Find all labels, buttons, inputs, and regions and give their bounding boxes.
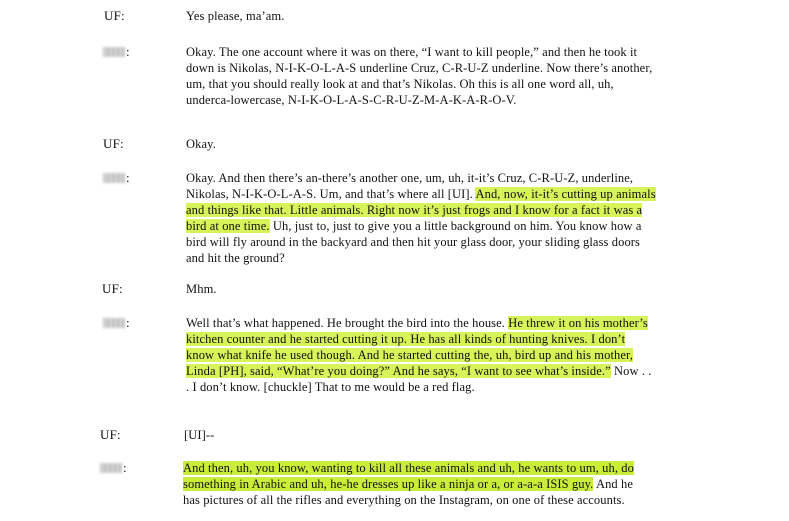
speaker-colon: : [126, 170, 130, 185]
speaker-colon: : [123, 460, 127, 475]
speaker-label: UF: [103, 136, 124, 151]
dialogue-text [186, 170, 656, 266]
speaker-label: UF: [100, 427, 121, 442]
dialogue-segment: Now . . . I don’t know. [chuckle] That to me would be a red flag. [186, 364, 652, 394]
speaker-label: UF: [102, 281, 123, 296]
dialogue-text [186, 8, 656, 24]
highlighted-segment: And, now, it-it’s cutting up animals and things like that. Little animals. Right now it’s just frogs and I know for a fact it was a bird at one time. [186, 187, 656, 233]
dialogue-segment: Uh, just to, just to give you a little background on him. You know how a bird will fly around in the backyard and then hit your glass door, your sliding glass doors and hit the ground? [186, 219, 642, 265]
dialogue-segment: Okay. And then there’s an-there’s another one, um, uh, it-it’s Cruz, C-R-U-Z, underline, Nikolas, N-I-K-O-L-A-S. Um, and that’s where all [UI]. [186, 171, 634, 201]
dialogue-segment: And he has pictures of all the rifles and everything on the Instagram, on one of these accounts. [183, 477, 633, 507]
redacted-speaker-label [100, 463, 122, 473]
redacted-speaker-label [103, 47, 125, 57]
dialogue-segment: Yes please, ma’am. [186, 9, 285, 23]
dialogue-segment: Okay. [186, 137, 216, 151]
speaker-colon: : [126, 44, 130, 59]
dialogue-text [184, 427, 654, 443]
dialogue-text [186, 281, 656, 297]
dialogue-segment: Okay. The one account where it was on there, “I want to kill people,” and then he took it down is Nikolas, N-I-K-O-L-A-S underline Cruz, C-R-U-Z underline. Now there’s another, um, that you should really look at and that’s Nikolas. Oh this is all one word all, uh, underca-lowercase, N-I-K-O-L-A-S-C-R-U-Z-M-A-K-A-R-O-V. [186, 45, 653, 107]
dialogue-segment: Well that’s what happened. He brought the bird into the house. [186, 316, 509, 330]
speaker-colon: : [126, 315, 130, 330]
highlighted-segment: And then, uh, you know, wanting to kill all these animals and uh, he wants to um, uh, do something in Arabic and uh, he-he dresses up like a ninja or a, or a-a-a ISIS guy. [183, 461, 634, 491]
dialogue-segment: Mhm. [186, 282, 217, 296]
dialogue-text [186, 315, 656, 395]
dialogue-text [186, 136, 656, 152]
redacted-speaker-label [103, 318, 125, 328]
dialogue-text [186, 44, 656, 108]
redacted-speaker-label [103, 173, 125, 183]
speaker-label: UF: [104, 8, 125, 23]
dialogue-text [183, 460, 653, 508]
dialogue-segment: [UI]-- [184, 428, 215, 442]
highlighted-segment: He threw it on his mother’s kitchen counter and he started cutting it up. He has all kinds of hunting knives. I don’t know what knife he used though. And he started cutting the, uh, bird up and his mother, Linda [PH], said, “What’re you doing?” And he says, “I want to see what’s inside.” [186, 316, 648, 378]
